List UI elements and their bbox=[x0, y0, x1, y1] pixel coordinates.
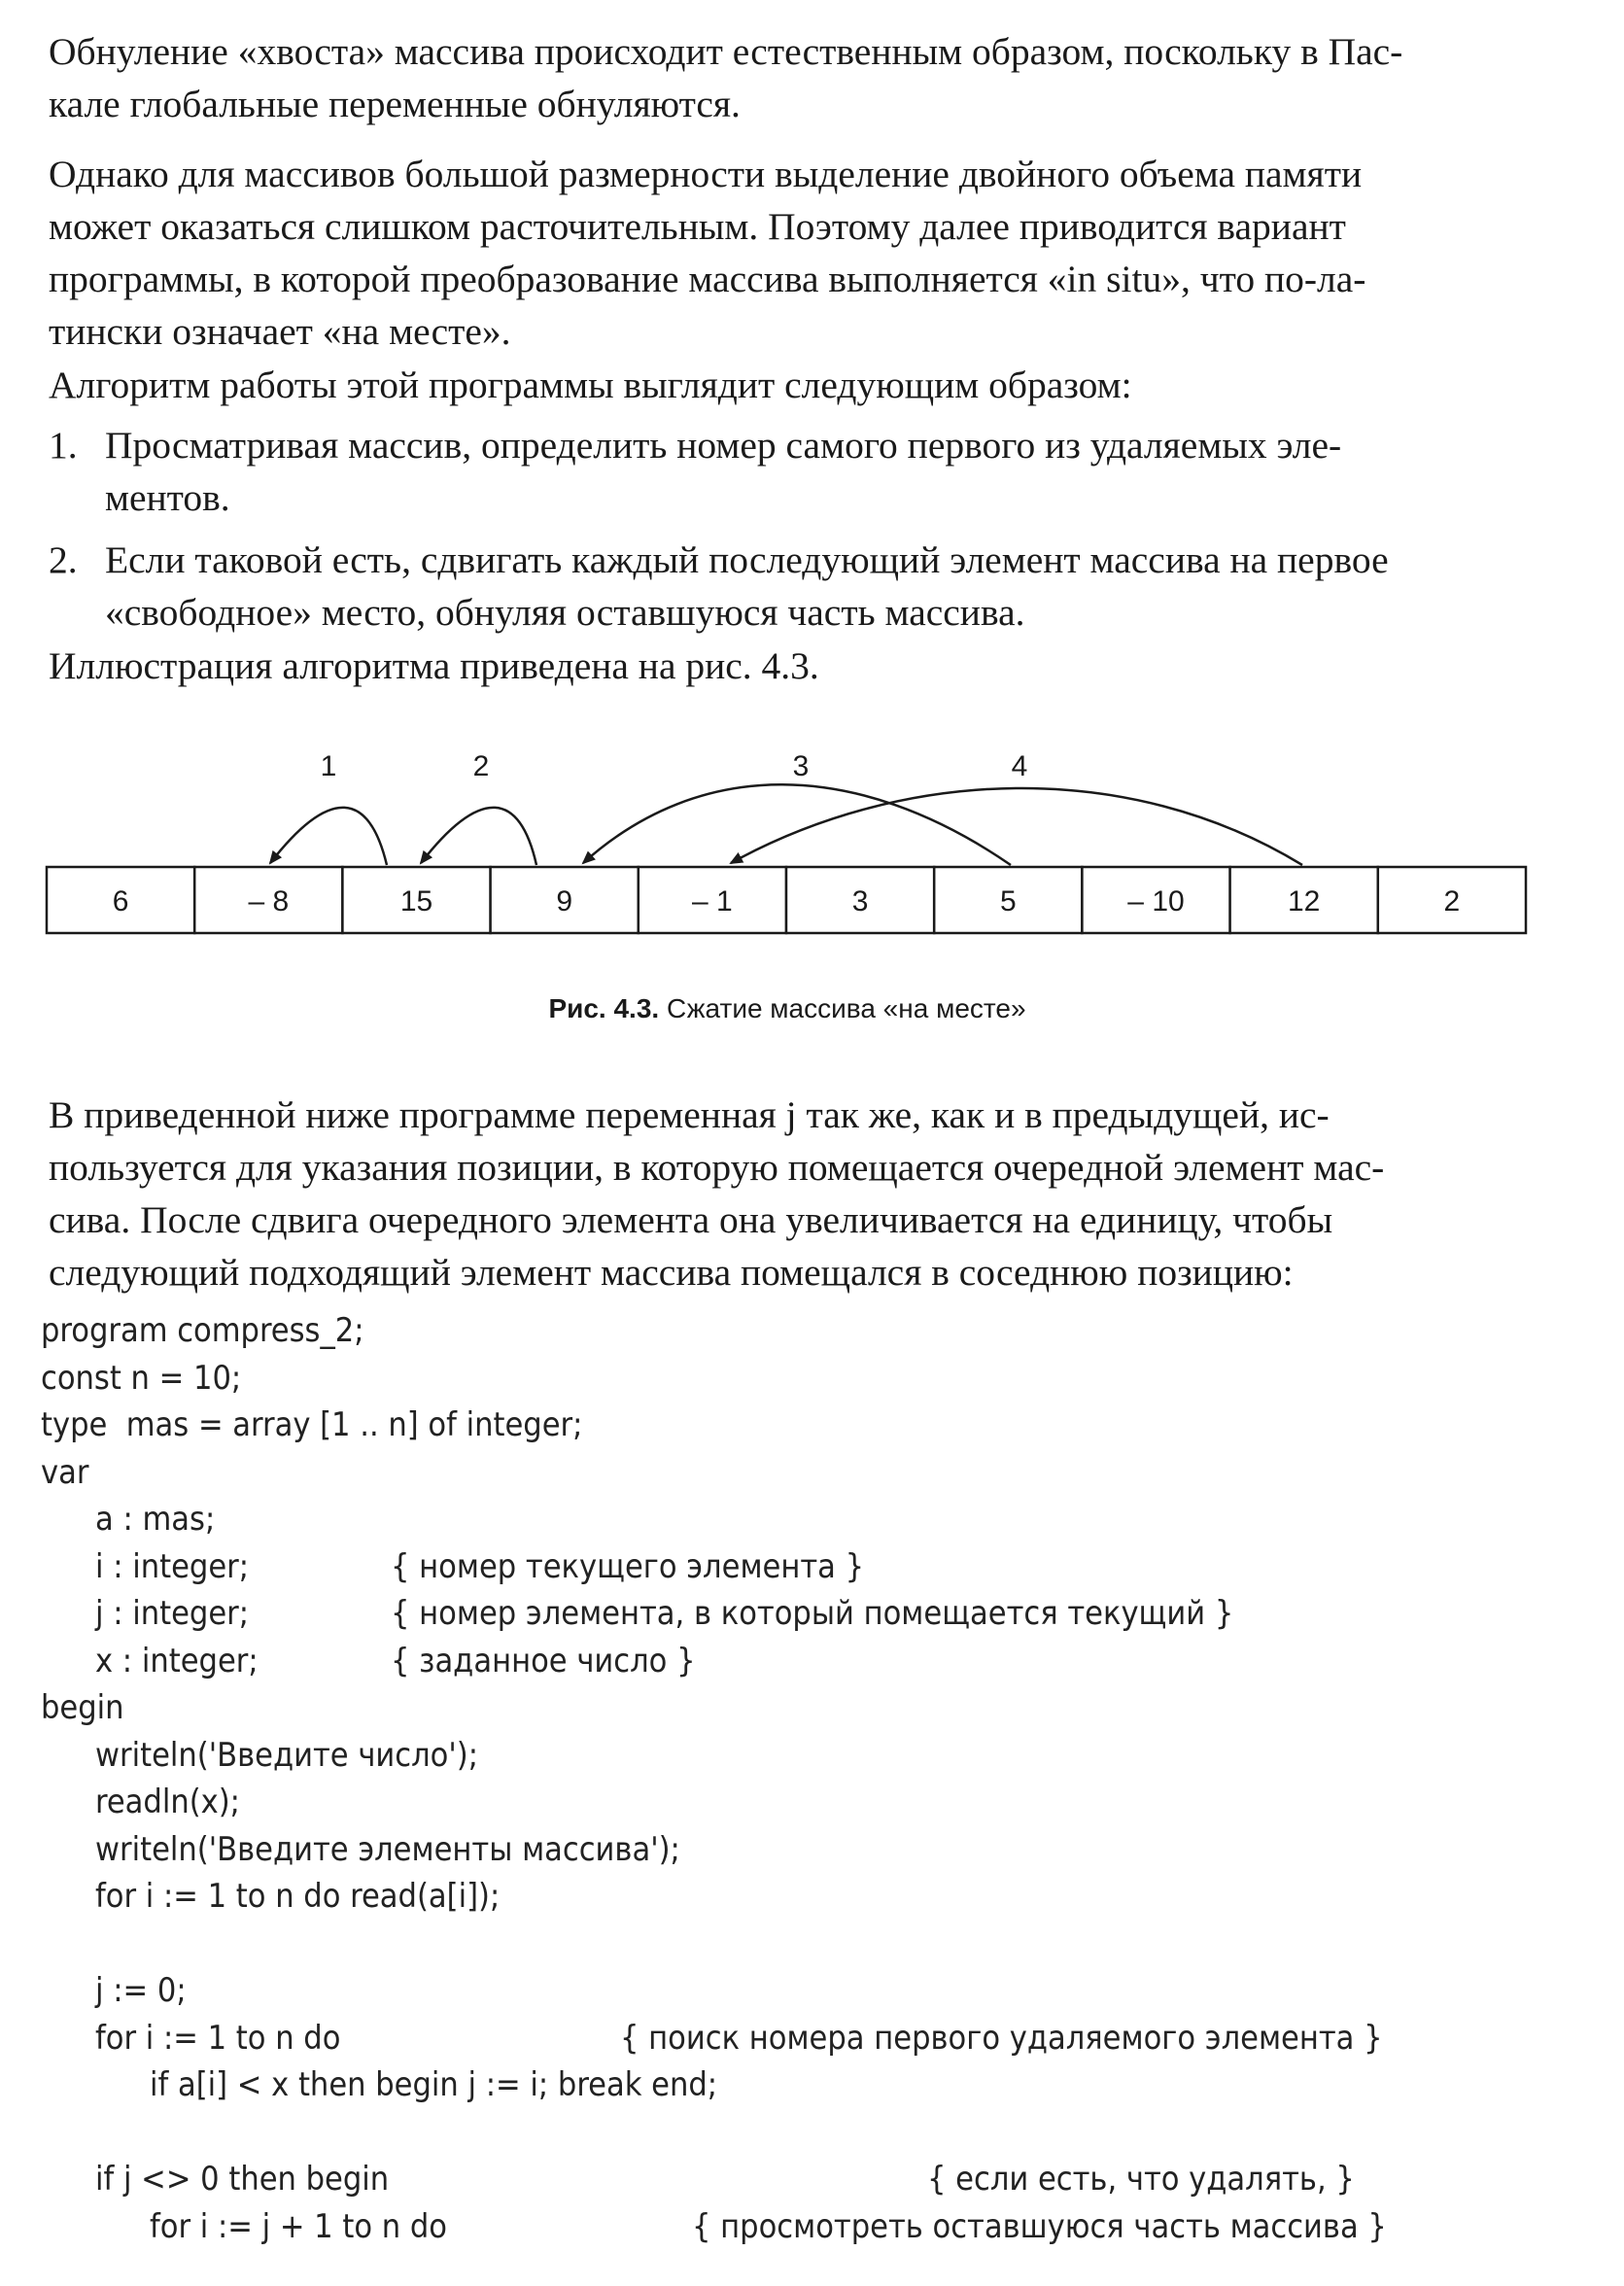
code-text: program compress_2; bbox=[41, 1311, 364, 1350]
code-comment: { номер элемента, в который помещается текущий } bbox=[391, 1594, 1234, 1633]
text-line: программы, в которой преобразование массива выполняется «in situ», что по-ла- bbox=[49, 258, 1366, 300]
code-line bbox=[41, 1307, 1538, 1355]
text-line: пользуется для указания позиции, в которую помещается очередной элемент мас- bbox=[49, 1146, 1385, 1189]
array-cell-value: 3 bbox=[851, 885, 869, 918]
list-item-1 bbox=[49, 419, 1536, 524]
code-line bbox=[41, 2156, 1538, 2203]
array-cells bbox=[47, 867, 1526, 933]
code-line bbox=[41, 2061, 1538, 2109]
code-text: if j <> 0 then begin bbox=[95, 2160, 390, 2199]
code-text: readln(x); bbox=[95, 1783, 240, 1821]
caption-text: Сжатие массива «на месте» bbox=[666, 993, 1026, 1023]
text-line: Обнуление «хвоста» массива происходит естественным образом, поскольку в Пас- bbox=[49, 30, 1403, 73]
list-number: 1. bbox=[49, 424, 78, 467]
code-line bbox=[41, 1684, 1538, 1732]
code-line bbox=[41, 1590, 1538, 1638]
code-text: type mas = array [1 .. n] of integer; bbox=[41, 1405, 583, 1444]
code-line-blank bbox=[41, 1921, 1538, 1968]
array-cell-value: – 1 bbox=[692, 885, 733, 918]
text-line: кале глобальные переменные обнуляются. bbox=[49, 83, 741, 125]
code-line bbox=[41, 1826, 1538, 1874]
code-line bbox=[41, 1402, 1538, 1449]
code-comment: { просмотреть оставшуюся часть массива } bbox=[692, 2206, 1387, 2246]
code-line bbox=[41, 1967, 1538, 2015]
code-text: a : mas; bbox=[95, 1500, 216, 1539]
array-cell-value: 15 bbox=[399, 885, 433, 918]
code-text: writeln('Введите число'); bbox=[95, 1735, 479, 1775]
array-cell-value: – 8 bbox=[248, 885, 290, 918]
code-line bbox=[41, 2015, 1538, 2062]
array-cell-value: – 10 bbox=[1127, 885, 1185, 918]
code-comment: { заданное число } bbox=[391, 1641, 696, 1680]
list-item-2 bbox=[49, 534, 1536, 639]
array-cell-value: 12 bbox=[1288, 885, 1321, 918]
arrow-2 bbox=[421, 808, 536, 865]
code-text: i : integer; bbox=[95, 1546, 250, 1586]
code-comment: { номер текущего элемента } bbox=[391, 1546, 865, 1586]
arrow-label: 2 bbox=[472, 750, 490, 782]
code-line bbox=[41, 1638, 1538, 1685]
array-cell-value: 5 bbox=[999, 885, 1017, 918]
text-line: «свободное» место, обнуляя оставшуюся часть массива. bbox=[105, 591, 1025, 634]
array-diagram bbox=[39, 739, 1536, 972]
arrow-3 bbox=[583, 784, 1011, 865]
text-line: В приведенной ниже программе переменная j так же, как и в предыдущей, ис- bbox=[49, 1093, 1330, 1136]
code-comment: { поиск номера первого удаляемого элемента } bbox=[620, 2018, 1383, 2058]
arrow-4 bbox=[731, 788, 1302, 865]
arrow-label: 1 bbox=[320, 750, 337, 782]
text-line: Алгоритм работы этой программы выглядит следующим образом: bbox=[49, 364, 1132, 406]
code-comment: { если есть, что удалять, } bbox=[927, 2160, 1355, 2199]
code-text: var bbox=[41, 1452, 89, 1492]
list-number: 2. bbox=[49, 538, 78, 581]
code-text: x : integer; bbox=[95, 1641, 259, 1680]
text-line: Однако для массивов большой размерности выделение двойного объема памяти bbox=[49, 153, 1363, 195]
array-cell-value: 6 bbox=[112, 885, 129, 918]
code-line bbox=[41, 1449, 1538, 1497]
paragraph-5 bbox=[49, 1089, 1536, 1299]
figure-array-compression bbox=[39, 739, 1536, 1050]
code-text: begin bbox=[41, 1688, 124, 1727]
code-line bbox=[41, 1355, 1538, 1403]
code-line bbox=[41, 2203, 1538, 2251]
text-line: Просматривая массив, определить номер самого первого из удаляемых эле- bbox=[105, 424, 1342, 467]
text-line: Если таковой есть, сдвигать каждый последующий элемент массива на первое bbox=[105, 538, 1389, 581]
arrow-label: 3 bbox=[792, 750, 810, 782]
array-cell-value: 9 bbox=[556, 885, 573, 918]
paragraph-4 bbox=[49, 640, 1536, 692]
code-text: for i := j + 1 to n do bbox=[150, 2206, 447, 2246]
code-line bbox=[41, 1496, 1538, 1543]
caption-label: Рис. 4.3. bbox=[548, 993, 660, 1023]
code-text: j := 0; bbox=[95, 1971, 187, 2010]
arrow-label: 4 bbox=[1011, 750, 1028, 782]
arrow-1 bbox=[270, 808, 387, 865]
paragraph-2 bbox=[49, 148, 1536, 358]
code-line-blank bbox=[41, 2109, 1538, 2157]
code-text: j : integer; bbox=[95, 1594, 250, 1633]
code-line bbox=[41, 1543, 1538, 1591]
figure-caption bbox=[39, 993, 1536, 1024]
paragraph-1 bbox=[49, 25, 1536, 130]
code-line bbox=[41, 1779, 1538, 1826]
code-line bbox=[41, 1732, 1538, 1780]
text-line: сива. После сдвига очередного элемента она увеличивается на единицу, чтобы bbox=[49, 1198, 1333, 1241]
array-cell-value: 2 bbox=[1443, 885, 1461, 918]
text-line: тински означает «на месте». bbox=[49, 310, 511, 353]
code-text: const n = 10; bbox=[41, 1358, 242, 1398]
code-line bbox=[41, 1873, 1538, 1921]
code-listing bbox=[41, 1307, 1538, 2250]
code-text: if a[i] < x then begin j := i; break end; bbox=[150, 2065, 718, 2104]
text-line: ментов. bbox=[105, 476, 230, 519]
code-text: for i := 1 to n do read(a[i]); bbox=[95, 1877, 501, 1916]
text-line: Иллюстрация алгоритма приведена на рис. 4.3. bbox=[49, 644, 819, 687]
paragraph-3 bbox=[49, 359, 1536, 411]
code-text: for i := 1 to n do bbox=[95, 2018, 341, 2058]
code-text: writeln('Введите элементы массива'); bbox=[95, 1829, 680, 1869]
text-line: может оказаться слишком расточительным. Поэтому далее приводится вариант bbox=[49, 205, 1346, 248]
text-line: следующий подходящий элемент массива помещался в соседнюю позицию: bbox=[49, 1251, 1294, 1294]
